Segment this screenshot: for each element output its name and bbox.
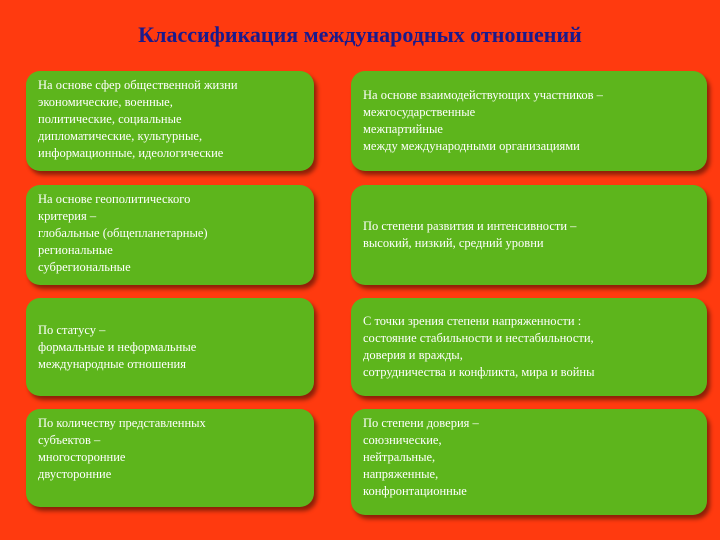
box-status <box>26 298 314 396</box>
box-line: межгосударственные <box>363 105 476 119</box>
box-line: информационные, идеологические <box>38 146 224 160</box>
box-line: межпартийные <box>363 122 443 136</box>
box-line: формальные и неформальные <box>38 339 197 354</box>
box-line: нейтральные, <box>363 450 436 464</box>
box-line: критерия – <box>38 209 97 223</box>
box-line: По количеству представленных <box>38 416 206 430</box>
box-line: состояние стабильности и нестабильности, <box>363 331 594 345</box>
box-line: По степени развития и интенсивности – <box>363 219 577 233</box>
box-line: На основе геополитического <box>38 192 191 206</box>
box-line: На основе сфер общественной жизни <box>38 78 238 92</box>
box-line: На основе взаимодействующих участников – <box>363 88 603 102</box>
box-line: По степени доверия – <box>363 416 479 430</box>
box-line: сотрудничества и конфликта, мира и войны <box>363 365 595 379</box>
box-line: экономические, военные, <box>38 95 173 109</box>
box-line: напряженные, <box>363 467 439 481</box>
box-subjects <box>26 409 314 507</box>
box-line: региональные <box>38 243 113 257</box>
box-line: высокий, низкий, средний уровни <box>363 236 544 250</box>
box-participants <box>351 71 707 171</box>
box-line: субъектов – <box>38 433 101 447</box>
box-tension <box>351 298 707 396</box>
box-line: политические, социальные <box>38 112 182 126</box>
box-line: конфронтационные <box>363 484 467 498</box>
box-line: глобальные (общепланетарные) <box>38 226 208 240</box>
box-line: между международными организациями <box>363 139 580 153</box>
box-line: По статусу – <box>38 322 106 337</box>
box-line: субрегиональные <box>38 260 131 274</box>
box-geopolitical <box>26 185 314 285</box>
box-intensity <box>351 185 707 285</box>
box-spheres <box>26 71 314 171</box>
box-line: многосторонние <box>38 450 126 464</box>
box-line: двусторонние <box>38 467 112 481</box>
box-line: доверия и вражды, <box>363 348 463 362</box>
box-trust <box>351 409 707 515</box>
box-line: дипломатические, культурные, <box>38 129 203 143</box>
box-line: С точки зрения степени напряженности : <box>363 314 582 328</box>
box-line: союзнические, <box>363 433 442 447</box>
slide-title: Классификация международных отношений <box>138 22 582 47</box>
box-line: международные отношения <box>38 356 186 371</box>
